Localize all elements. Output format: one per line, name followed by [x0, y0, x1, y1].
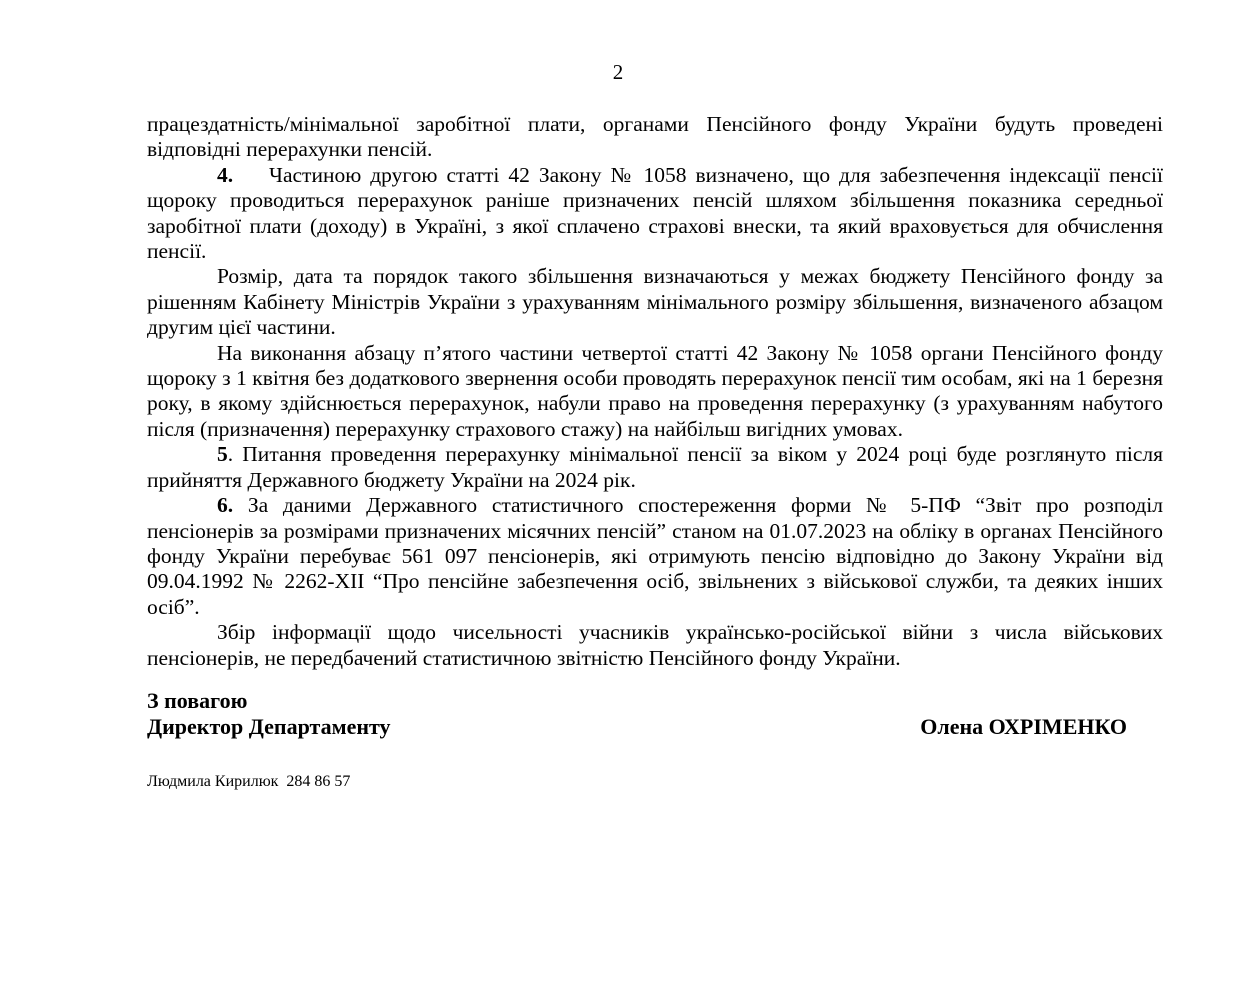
paragraph-number: 5 [217, 442, 228, 467]
paragraph [147, 442, 1163, 493]
executor-note: Людмила Кирилюк 284 86 57 [147, 772, 351, 790]
paragraph [147, 493, 1163, 620]
page-number: 2 [612, 60, 624, 84]
paragraph [147, 163, 1163, 265]
paragraph [147, 112, 1163, 163]
signature-block [147, 688, 1163, 740]
paragraph [147, 620, 1163, 671]
paragraph-text: Частиною другою статті 42 Закону № 1058 визначено, що для забезпечення індексації пенсії щороку проводиться перерахунок раніше призначених пенсій шляхом збільшення показника середньої заробітної плати (доходу) в Україні, з якої сплачено страхові внески, та який враховується для обчислення пенсії. [147, 162, 1163, 264]
paragraph [147, 264, 1163, 340]
signature-title: Директор Департаменту [147, 713, 391, 739]
signature-name: Олена ОХРІМЕНКО [920, 713, 1127, 739]
paragraph-text: . Питання проведення перерахунку мінімальної пенсії за віком у 2024 році буде розглянуто після прийняття Державного бюджету України на 2024 рік. [147, 442, 1163, 492]
signature-salutation: З повагою [147, 687, 248, 713]
paragraph-text: Розмір, дата та порядок такого збільшення визначаються у межах бюджету Пенсійного фонду за рішенням Кабінету Міністрів України з урахуванням мінімального розміру збільшення, визначеного абзацом другим цієї частини. [147, 264, 1163, 340]
paragraph-text: працездатність/мінімальної заробітної плати, органами Пенсійного фонду України будуть проведені відповідні перерахунки пенсій. [147, 112, 1163, 162]
paragraph-text: На виконання абзацу п’ятого частини четвертої статті 42 Закону № 1058 органи Пенсійного фонду щороку з 1 квітня без додаткового звернення особи проводять перерахунок пенсії тим особам, які на 1 березня року, в якому здійснюється перерахунок, набули право на проведення перерахунку (з урахуванням набутого після (призначення) перерахунку страхового стажу) на найбільш вигідних умовах. [147, 340, 1163, 441]
paragraph-number: 6. [217, 493, 234, 518]
paragraph-text: За даними Державного статистичного спостереження форми № 5-ПФ “Звіт про розподіл пенсіонерів за розмірами призначених місячних пенсій” станом на 01.07.2023 на обліку в органах Пенсійного фонду України перебуває 561 097 пенсіонерів, які отримують пенсію відповідно до Закону України від 09.04.1992 № 2262-XII “Про пенсійне забезпечення осіб, звільнених з військової служби, та деяких інших осіб”. [147, 493, 1163, 619]
paragraph [147, 341, 1163, 443]
paragraph-text: Збір інформації щодо чисельності учасників українсько-російської війни з числа військових пенсіонерів, не передбачений статистичною звітністю Пенсійного фонду України. [147, 620, 1163, 670]
paragraph-number: 4. [217, 162, 234, 187]
signature-row [147, 714, 1163, 740]
document-body [147, 112, 1163, 671]
